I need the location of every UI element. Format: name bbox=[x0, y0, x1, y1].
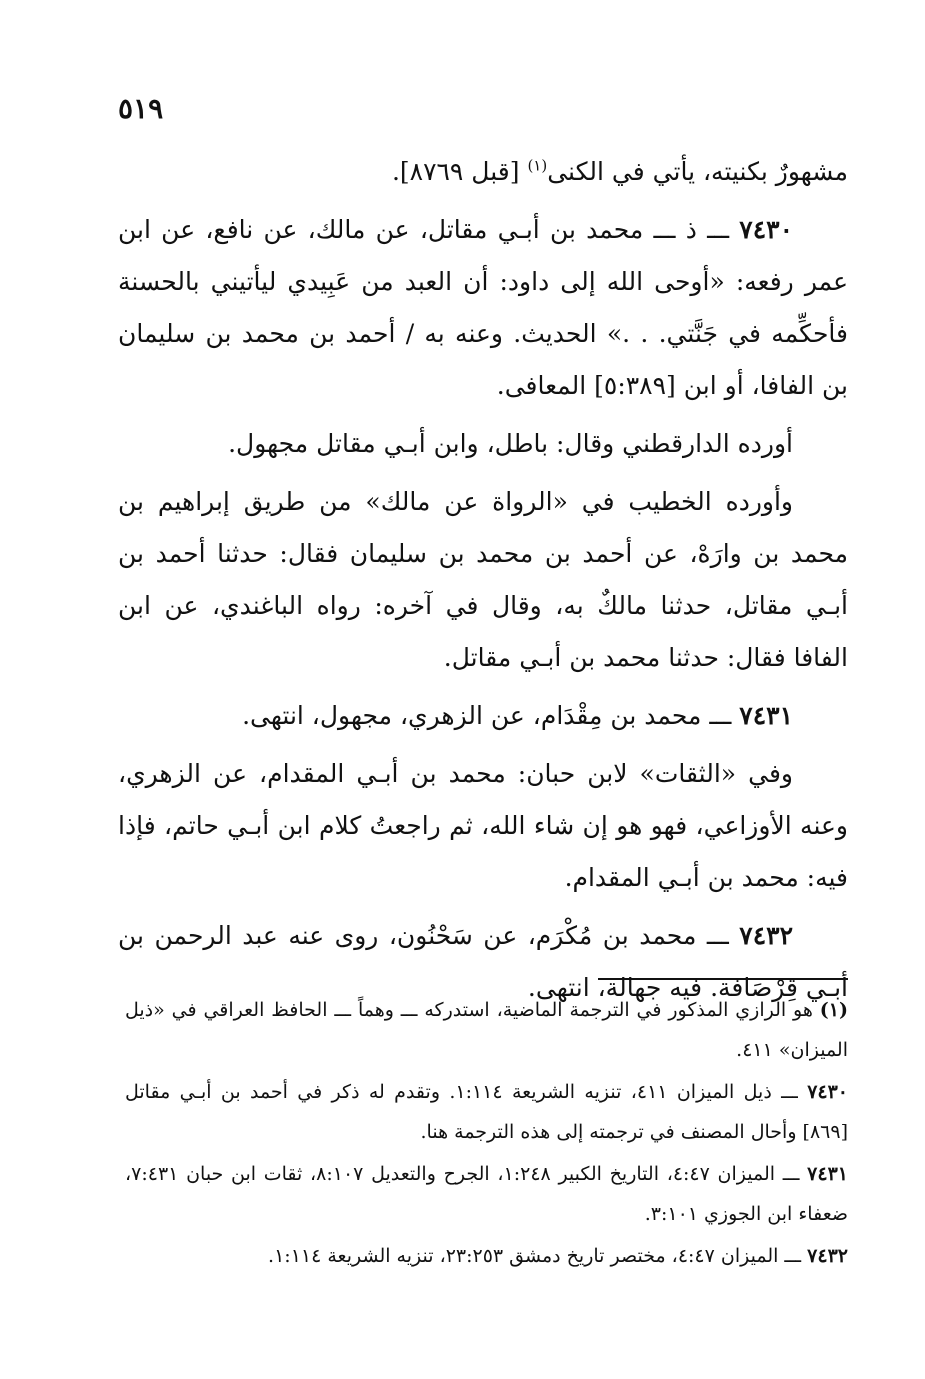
footnote-text: هو الرازي المذكور في الترجمة الماضية، استدركه ـــ وهماً ـــ الحافظ العراقي في «ذيل الميزان» ٤١١. bbox=[125, 999, 848, 1061]
footnote-text: ـــ الميزان ٤:٤٧، مختصر تاريخ دمشق ٢٣:٢٥٣، تنزيه الشريعة ١:١١٤. bbox=[268, 1245, 808, 1267]
entry-number: ٧٤٣٢ bbox=[739, 921, 793, 950]
page-number: ٥١٩ bbox=[118, 92, 164, 125]
entry-text: ـــ ذ ـــ محمد بن أبـي مقاتل، عن مالك، عن نافع، عن ابن عمر رفعه: «أوحى الله إلى داود: أن العبد من عَبِيدي ليأتيني بالحسنة فأحكِّمه في جَنَّتي. . .» الحديث. وعنه به / أحمد بن محمد بن سليمان بن الفافا، أو ابن [٥:٣٨٩] المعافى. bbox=[118, 215, 848, 400]
paragraph-text: [قبل ٨٧٦٩]. bbox=[391, 157, 528, 186]
footnote-text: ـــ ذيل الميزان ٤١١، تنزيه الشريعة ١:١١٤. وتقدم له ذكر في أحمد بن أبـي مقاتل [٨٦٩] وأحال المصنف في ترجمته إلى هذه الترجمة هنا. bbox=[125, 1081, 848, 1143]
footnote-number: (١) bbox=[819, 999, 848, 1021]
entry-number: ٧٤٣٠ bbox=[739, 215, 793, 244]
entry-number: ٧٤٣١ bbox=[739, 701, 793, 730]
paragraph-thiqat: وفي «الثقات» لابن حبان: محمد بن أبـي المقدام، عن الزهري، وعنه الأوزاعي، فهو هو إن شاء الله، ثم راجعتُ كلام ابن أبـي حاتم، فإذا فيه: محمد بن أبـي المقدام. bbox=[118, 759, 848, 892]
entry-text: ـــ محمد بن مِقْدَام، عن الزهري، مجهول، انتهى. bbox=[242, 701, 740, 730]
footnote-7432 bbox=[125, 1236, 848, 1276]
paragraph-text: مشهورٌ بكنيته، يأتي في الكنى bbox=[547, 157, 848, 186]
footnote-divider bbox=[598, 978, 848, 980]
paragraph-khatib: وأورده الخطيب في «الرواة عن مالك» من طريق إبراهيم بن محمد بن وارَهْ، عن أحمد بن محمد بن سليمان فقال: حدثنا أحمد بن أبـي مقاتل، حدثنا مالكٌ به، وقال في آخره: رواه الباغندي، عن ابن الفافا فقال: حدثنا محمد بن أبـي مقاتل. bbox=[118, 487, 848, 672]
footnote-7430 bbox=[125, 1072, 848, 1152]
footnote-reference: (١) bbox=[527, 156, 548, 175]
entry-text: ـــ محمد بن مُكْرَم، عن سَحْنُون، روى عنه عبد الرحمن بن أبـي قِرْصَافة. فيه جهالة، انتهى. bbox=[118, 921, 848, 1002]
footnote-1 bbox=[125, 990, 848, 1070]
footnote-text: ـــ الميزان ٤:٤٧، التاريخ الكبير ١:٢٤٨، الجرح والتعديل ٨:١٠٧، ثقات ابن حبان ٧:٤٣١، ضعفاء ابن الجوزي ٣:١٠١. bbox=[125, 1163, 848, 1225]
paragraph-continuation bbox=[118, 146, 848, 198]
footnotes bbox=[125, 990, 848, 1278]
footnote-7431 bbox=[125, 1154, 848, 1234]
footnote-number: ٧٤٣٢ bbox=[807, 1245, 848, 1267]
entry-7431 bbox=[118, 690, 848, 742]
paragraph-daraqutni: أورده الدارقطني وقال: باطل، وابن أبـي مقاتل مجهول. bbox=[228, 429, 793, 458]
footnote-number: ٧٤٣١ bbox=[807, 1163, 848, 1185]
main-text bbox=[118, 146, 848, 1020]
entry-7430 bbox=[118, 204, 848, 412]
footnote-number: ٧٤٣٠ bbox=[807, 1081, 849, 1103]
